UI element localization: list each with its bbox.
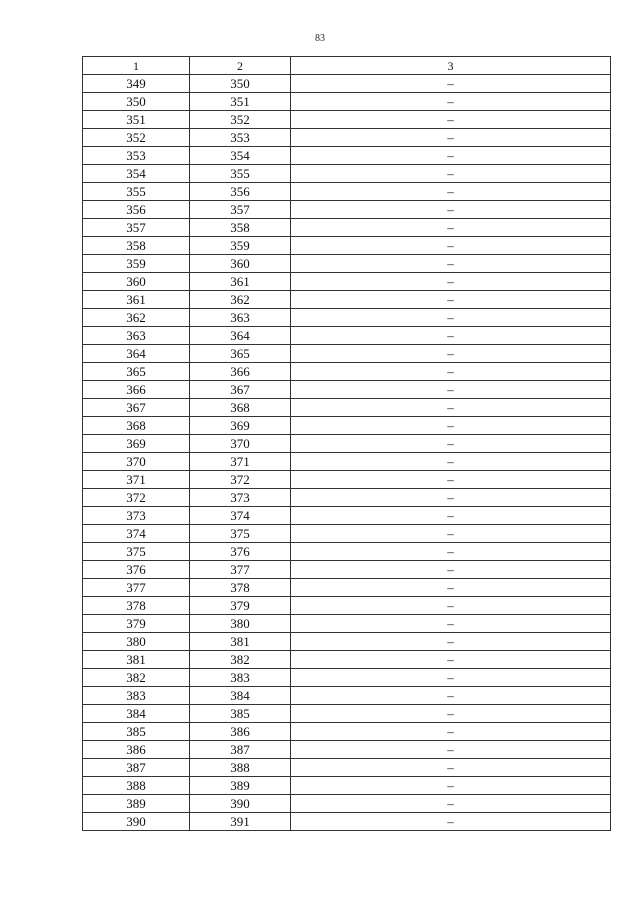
table-cell-col-3: –	[291, 777, 611, 795]
table-cell-col-1: 386	[83, 741, 190, 759]
table-cell-col-1: 360	[83, 273, 190, 291]
table-cell-col-1: 375	[83, 543, 190, 561]
data-table	[82, 56, 611, 831]
table-cell-col-3: –	[291, 669, 611, 687]
table-cell-col-2: 353	[190, 129, 291, 147]
table-cell-col-2: 354	[190, 147, 291, 165]
table-cell-col-2: 384	[190, 687, 291, 705]
table-cell-col-3: –	[291, 705, 611, 723]
table-body	[83, 75, 611, 831]
table-cell-col-2: 366	[190, 363, 291, 381]
table-cell-col-1: 352	[83, 129, 190, 147]
table-cell-col-1: 370	[83, 453, 190, 471]
table-cell-col-3: –	[291, 165, 611, 183]
table-cell-col-3: –	[291, 579, 611, 597]
table-cell-col-2: 376	[190, 543, 291, 561]
table-header-row	[83, 57, 611, 75]
table-cell-col-1: 376	[83, 561, 190, 579]
table-row	[83, 525, 611, 543]
table-row	[83, 309, 611, 327]
table-cell-col-1: 357	[83, 219, 190, 237]
table-cell-col-3: –	[291, 471, 611, 489]
table-cell-col-2: 387	[190, 741, 291, 759]
table-cell-col-1: 365	[83, 363, 190, 381]
table-row	[83, 291, 611, 309]
table-cell-col-3: –	[291, 273, 611, 291]
table-cell-col-2: 363	[190, 309, 291, 327]
table-cell-col-3: –	[291, 309, 611, 327]
table-cell-col-3: –	[291, 633, 611, 651]
table-row	[83, 381, 611, 399]
table-cell-col-1: 358	[83, 237, 190, 255]
table-cell-col-1: 389	[83, 795, 190, 813]
table-cell-col-1: 362	[83, 309, 190, 327]
table-cell-col-1: 377	[83, 579, 190, 597]
table-cell-col-3: –	[291, 129, 611, 147]
table-cell-col-3: –	[291, 723, 611, 741]
table-cell-col-3: –	[291, 435, 611, 453]
table-cell-col-3: –	[291, 93, 611, 111]
table-cell-col-3: –	[291, 183, 611, 201]
table-cell-col-3: –	[291, 399, 611, 417]
table-cell-col-2: 358	[190, 219, 291, 237]
table-row	[83, 615, 611, 633]
table-cell-col-1: 383	[83, 687, 190, 705]
table-row	[83, 345, 611, 363]
table-row	[83, 93, 611, 111]
table-cell-col-3: –	[291, 759, 611, 777]
table-cell-col-1: 355	[83, 183, 190, 201]
table-cell-col-2: 356	[190, 183, 291, 201]
table-cell-col-3: –	[291, 507, 611, 525]
table-cell-col-1: 390	[83, 813, 190, 831]
table-cell-col-3: –	[291, 651, 611, 669]
table-row	[83, 147, 611, 165]
table-cell-col-1: 367	[83, 399, 190, 417]
table-cell-col-1: 374	[83, 525, 190, 543]
table-cell-col-3: –	[291, 561, 611, 579]
table-cell-col-3: –	[291, 489, 611, 507]
table-cell-col-1: 380	[83, 633, 190, 651]
table-cell-col-2: 382	[190, 651, 291, 669]
table-cell-col-1: 366	[83, 381, 190, 399]
table-cell-col-2: 370	[190, 435, 291, 453]
table-cell-col-1: 382	[83, 669, 190, 687]
table-cell-col-2: 383	[190, 669, 291, 687]
table-row	[83, 417, 611, 435]
table-cell-col-1: 356	[83, 201, 190, 219]
table-cell-col-2: 361	[190, 273, 291, 291]
table-row	[83, 435, 611, 453]
table-cell-col-3: –	[291, 597, 611, 615]
table-cell-col-3: –	[291, 219, 611, 237]
table-cell-col-2: 377	[190, 561, 291, 579]
table-cell-col-2: 386	[190, 723, 291, 741]
table-row	[83, 75, 611, 93]
table-cell-col-3: –	[291, 237, 611, 255]
table-row	[83, 633, 611, 651]
table-row	[83, 705, 611, 723]
table-cell-col-1: 371	[83, 471, 190, 489]
table-cell-col-1: 381	[83, 651, 190, 669]
table-cell-col-1: 350	[83, 93, 190, 111]
page-number: 83	[315, 33, 325, 44]
table-cell-col-3: –	[291, 147, 611, 165]
table-cell-col-3: –	[291, 795, 611, 813]
table-row	[83, 327, 611, 345]
table-cell-col-3: –	[291, 111, 611, 129]
table-cell-col-1: 387	[83, 759, 190, 777]
table-cell-col-2: 369	[190, 417, 291, 435]
table-row	[83, 597, 611, 615]
table-cell-col-2: 388	[190, 759, 291, 777]
table-cell-col-3: –	[291, 453, 611, 471]
table-cell-col-3: –	[291, 345, 611, 363]
table-cell-col-1: 379	[83, 615, 190, 633]
table-cell-col-2: 391	[190, 813, 291, 831]
table-row	[83, 813, 611, 831]
table-row	[83, 759, 611, 777]
table-row	[83, 507, 611, 525]
table-row	[83, 255, 611, 273]
table-cell-col-2: 365	[190, 345, 291, 363]
table-cell-col-2: 362	[190, 291, 291, 309]
table-row	[83, 183, 611, 201]
table-cell-col-2: 368	[190, 399, 291, 417]
table-row	[83, 201, 611, 219]
table-row	[83, 723, 611, 741]
table-row	[83, 741, 611, 759]
table-cell-col-1: 368	[83, 417, 190, 435]
table-cell-col-3: –	[291, 543, 611, 561]
table-cell-col-2: 364	[190, 327, 291, 345]
table-cell-col-2: 375	[190, 525, 291, 543]
table-cell-col-1: 353	[83, 147, 190, 165]
column-header-3: 3	[291, 57, 611, 75]
table-row	[83, 687, 611, 705]
table-cell-col-2: 373	[190, 489, 291, 507]
table-cell-col-2: 390	[190, 795, 291, 813]
table-row	[83, 651, 611, 669]
table-cell-col-2: 371	[190, 453, 291, 471]
table-cell-col-2: 352	[190, 111, 291, 129]
table-row	[83, 273, 611, 291]
table-cell-col-1: 359	[83, 255, 190, 273]
column-header-2: 2	[190, 57, 291, 75]
table-cell-col-2: 374	[190, 507, 291, 525]
table-cell-col-2: 367	[190, 381, 291, 399]
table-row	[83, 471, 611, 489]
table-row	[83, 219, 611, 237]
table-cell-col-1: 388	[83, 777, 190, 795]
table-cell-col-3: –	[291, 291, 611, 309]
table-cell-col-3: –	[291, 741, 611, 759]
table-cell-col-3: –	[291, 381, 611, 399]
table-cell-col-2: 355	[190, 165, 291, 183]
table-row	[83, 129, 611, 147]
table-cell-col-1: 351	[83, 111, 190, 129]
table-row	[83, 399, 611, 417]
table-cell-col-3: –	[291, 327, 611, 345]
table-row	[83, 543, 611, 561]
table-cell-col-3: –	[291, 417, 611, 435]
table-cell-col-1: 378	[83, 597, 190, 615]
table-cell-col-3: –	[291, 615, 611, 633]
table-cell-col-2: 360	[190, 255, 291, 273]
column-header-1: 1	[83, 57, 190, 75]
table-cell-col-1: 354	[83, 165, 190, 183]
table-cell-col-2: 351	[190, 93, 291, 111]
table-row	[83, 579, 611, 597]
table-cell-col-3: –	[291, 363, 611, 381]
table-cell-col-2: 359	[190, 237, 291, 255]
table-cell-col-2: 372	[190, 471, 291, 489]
table-row	[83, 561, 611, 579]
table-cell-col-2: 380	[190, 615, 291, 633]
table-cell-col-1: 384	[83, 705, 190, 723]
table-row	[83, 111, 611, 129]
table-row	[83, 453, 611, 471]
table-cell-col-2: 350	[190, 75, 291, 93]
table-cell-col-1: 363	[83, 327, 190, 345]
table-row	[83, 777, 611, 795]
table-cell-col-2: 357	[190, 201, 291, 219]
table-cell-col-1: 373	[83, 507, 190, 525]
table-cell-col-3: –	[291, 525, 611, 543]
table-cell-col-2: 378	[190, 579, 291, 597]
table-cell-col-1: 369	[83, 435, 190, 453]
table-row	[83, 237, 611, 255]
table-row	[83, 669, 611, 687]
table-cell-col-2: 381	[190, 633, 291, 651]
table-cell-col-3: –	[291, 255, 611, 273]
table-cell-col-2: 389	[190, 777, 291, 795]
table-row	[83, 489, 611, 507]
table-cell-col-1: 372	[83, 489, 190, 507]
table-cell-col-1: 361	[83, 291, 190, 309]
table-cell-col-2: 379	[190, 597, 291, 615]
table-row	[83, 165, 611, 183]
table-cell-col-1: 349	[83, 75, 190, 93]
table-cell-col-1: 385	[83, 723, 190, 741]
table-cell-col-3: –	[291, 813, 611, 831]
table-row	[83, 795, 611, 813]
table-cell-col-3: –	[291, 75, 611, 93]
table-cell-col-3: –	[291, 201, 611, 219]
table-cell-col-1: 364	[83, 345, 190, 363]
table-row	[83, 363, 611, 381]
table-cell-col-2: 385	[190, 705, 291, 723]
table-cell-col-3: –	[291, 687, 611, 705]
